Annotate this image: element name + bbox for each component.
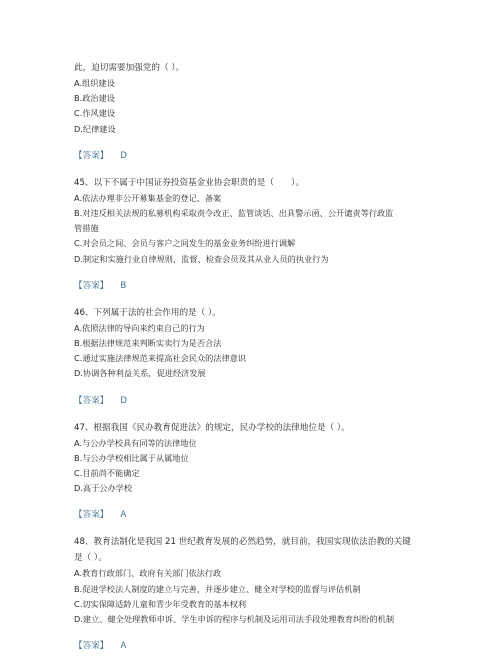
question-48	[74, 534, 434, 653]
option-a: A.与公办学校具有同等的法律地位	[74, 437, 197, 448]
question-stem: 47、根据我国《民办教育促进法》的规定，民办学校的法律地位是（ ）。	[74, 422, 350, 433]
answer-value: D	[120, 150, 128, 161]
answer-value: A	[120, 641, 127, 652]
document-page	[74, 60, 434, 665]
option-b: B.根据法律规范来判断实卖行为是否合法	[74, 338, 222, 349]
option-c: C.通过实施法律规范来提高社会民众的法律意识	[74, 353, 247, 364]
answer-row	[74, 279, 434, 293]
option-b-continued: 管措施	[74, 223, 99, 234]
option-a: A.教育行政部门、政府有关部门依法行政	[74, 568, 222, 579]
question-46	[74, 305, 434, 408]
answer-value: B	[120, 280, 127, 291]
answer-label: 【答案】	[74, 150, 109, 161]
question-stem: 46、下列属于法的社会作用的是（ ）。	[74, 307, 221, 318]
answer-value: D	[120, 395, 128, 406]
option-b: B.与公办学校相比属于从属地位	[74, 452, 189, 463]
option-d: D.建立、健全处理教师申诉、学生申诉的程序与机制及运用司法手段处理教育纠纷的机制	[74, 614, 395, 625]
option-d: D.制定和实施行业自律规则，监督、检查会员及其从业人员的执业行为	[74, 253, 329, 264]
option-c: C.作风建设	[74, 108, 116, 119]
answer-label: 【答案】	[74, 510, 109, 521]
question-stem: 48、教育法制化是我国 21 世纪教育发展的必然趋势，就目前，我国实现依法治教的关键	[74, 537, 411, 548]
question-47	[74, 420, 434, 523]
answer-row	[74, 639, 434, 653]
option-b: B.政治建设	[74, 93, 115, 104]
option-b: B.对违反相关法规的私募机构采取责令改正、监管谈话、出具警示函、公开谴责等行政监	[74, 208, 394, 219]
option-a: A.依法办理非公开募集基金的登记、备案	[74, 192, 222, 203]
option-d: D.高于公办学校	[74, 483, 133, 494]
answer-label: 【答案】	[74, 280, 109, 291]
option-a: A.组织建设	[74, 78, 115, 88]
question-44-continuation	[74, 60, 434, 163]
answer-row	[74, 149, 434, 163]
answer-value: A	[120, 510, 127, 521]
option-d: D.协调各种利益关系，促进经济发展	[74, 368, 206, 379]
answer-label: 【答案】	[74, 395, 109, 406]
question-stem-continued: 是（ ）。	[74, 553, 107, 564]
option-c: C.切实保障适龄儿童和青少年受教育的基本权利	[74, 598, 247, 609]
answer-row	[74, 394, 434, 408]
question-45	[74, 175, 434, 293]
question-stem: 此，迫切需要加强党的（ ）。	[74, 63, 185, 73]
answer-label: 【答案】	[74, 641, 109, 652]
option-b: B.促进学校法人制度的建立与完善，并逐步建立、健全对学校的监督与评估机制	[74, 583, 361, 594]
option-d: D.纪律建设	[74, 123, 116, 134]
answer-row	[74, 508, 434, 522]
question-stem: 45、以下不属于中国证券投资基金业协会职责的是（ ）。	[74, 177, 305, 188]
option-a: A.依照法律的导向来约束自己的行为	[74, 322, 205, 333]
option-c: C.对会员之间、会员与客户之间发生的基金业务纠纷进行调解	[74, 238, 296, 249]
option-c: C.目前尚不能确定	[74, 468, 140, 479]
